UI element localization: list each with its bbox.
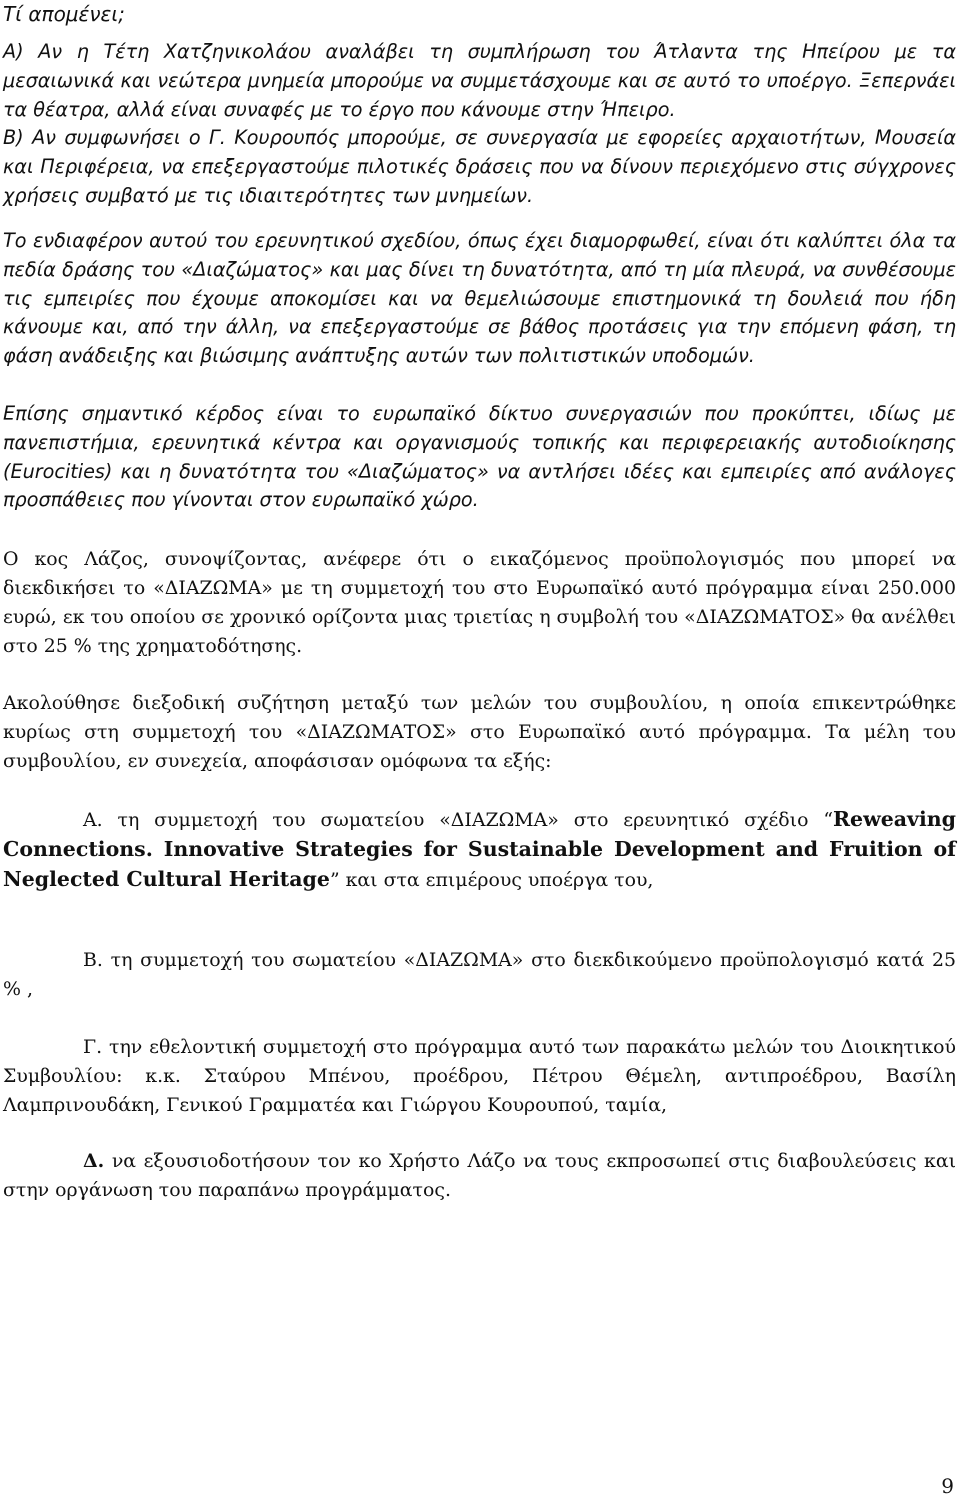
resolution-b-text: τη συμμετοχή του σωματείου «ΔΙΑΖΩΜΑ» στο διεκδικούμενο προϋπολογισμό κατά 25 % , <box>3 949 956 1000</box>
resolution-a-label: Α. <box>83 809 103 831</box>
resolution-c <box>3 1033 956 1120</box>
resolution-d-label: Δ. <box>83 1150 105 1172</box>
european-network-paragraph: Επίσης σημαντικό κέρδος είναι το ευρωπαϊκό δίκτυο συνεργασιών που προκύπτει, ιδίως με πανεπιστήμια, ερευνητικά κέντρα και οργανισμούς τοπικής και περιφερειακής αυτοδιοίκησης (Eurocities) και η δυνατότητα του «Διαζώματος» να αντλήσει ιδέες και εμπειρίες από ανάλογες προσπάθειες που γίνονται στον ευρωπαϊκό χώρο. <box>3 402 956 512</box>
resolution-c-label: Γ. <box>83 1036 103 1058</box>
research-interest-paragraph: Το ενδιαφέρον αυτού του ερευνητικού σχεδίου, όπως έχει διαμορφωθεί, είναι ότι καλύπτει όλα τα πεδία δράσης του «Διαζώματος» και μας δίνει τη δυνατότητα, από τη μία πλευρά, να συνθέσουμε τις εμπειρίες που έχουμε αποκομίσει και να θεμελιώσουμε επιστημονικά τη δουλειά που ήδη κάνουμε και, από την άλλη, να επεξεργαστούμε σε βάθος προτάσεις για την επόμενη φάση, τη φάση ανάδειξης και βιώσιμης ανάπτυξης αυτών των πολιτιστικών υποδομών. <box>3 229 956 368</box>
section-b-text: Αν συμφωνήσει ο Γ. Κουρουπός μπορούμε, σε συνεργασία με εφορείες αρχαιοτήτων, Μουσεία και Περιφέρεια, να επεξεργαστούμε πιλοτικές δράσεις που να δίνουν περιεχόμενο στις σύγχρονες χρήσεις συμβατό με τις ιδιαιτερότητες των μνημείων. <box>3 126 956 207</box>
discussion-paragraph: Ακολούθησε διεξοδική συζήτηση μεταξύ των μελών του συμβουλίου, η οποία επικεντρώθηκε κυρίως στη συμμετοχή του «ΔΙΑΖΩΜΑΤΟΣ» στο Ευρωπαϊκό αυτό πρόγραμμα. Τα μέλη του συμβουλίου, εν συνεχεία, αποφάσισαν ομόφωνα τα εξής: <box>3 692 956 772</box>
resolution-d-text: να εξουσιοδοτήσουν τον κο Χρήστο Λάζο να τους εκπροσωπεί στις διαβουλεύσεις και στην οργάνωση του παραπάνω προγράμματος. <box>3 1150 956 1201</box>
resolution-a-text-after: ” και στα επιμέρους υποέργα του, <box>329 869 654 891</box>
resolution-d <box>3 1147 956 1205</box>
resolution-b <box>3 946 956 1004</box>
page-number: 9 <box>941 1474 954 1498</box>
section-heading: Τί απομένει; <box>3 2 125 26</box>
budget-paragraph: Ο κος Λάζος, συνοψίζοντας, ανέφερε ότι ο εικαζόμενος προϋπολογισμός που μπορεί να διεκδικήσει το «ΔΙΑΖΩΜΑ» με τη συμμετοχή του στο Ευρωπαϊκό αυτό πρόγραμμα είναι 250.000 ευρώ, εκ του οποίου σε χρονικό ορίζοντα μιας τριετίας η συμβολή του «ΔΙΑΖΩΜΑΤΟΣ» θα ανέλθει στο 25 % της χρηματοδότησης. <box>3 548 956 657</box>
resolution-c-text: την εθελοντική συμμετοχή στο πρόγραμμα αυτό των παρακάτω μελών του Διοικητικού Συμβουλίου: κ.κ. Σταύρου Μπένου, προέδρου, Πέτρου Θέμελη, αντιπροέδρου, Βασίλη Λαμπρινουδάκη, Γενικού Γραμματέα και Γιώργου Κουρουπού, ταμία, <box>3 1036 956 1116</box>
project-title: Reweaving Connections. Innovative Strategies for Sustainable Development and Fruition of Neglected Cultural Heritage <box>3 807 956 891</box>
section-b-label: Β) <box>3 126 24 150</box>
section-a-paragraph <box>3 38 956 211</box>
resolution-a-text: τη συμμετοχή του σωματείου «ΔΙΑΖΩΜΑ» στο ερευνητικό σχέδιο “ <box>117 809 833 831</box>
resolution-b-label: Β. <box>83 949 103 971</box>
section-a-label: Α) <box>3 40 24 63</box>
section-a-text: Αν η Τέτη Χατζηνικολάου αναλάβει τη συμπλήρωση του Άτλαντα της Ηπείρου με τα μεσαιωνικά και νεώτερα μνημεία μπορούμε να συμμετάσχουμε και σε αυτό το υποέργο. Ξεπερνάει τα θέατρα, αλλά είναι συναφές με το έργο που κάνουμε στην Ήπειρο. <box>3 40 956 121</box>
resolution-a <box>3 805 956 895</box>
